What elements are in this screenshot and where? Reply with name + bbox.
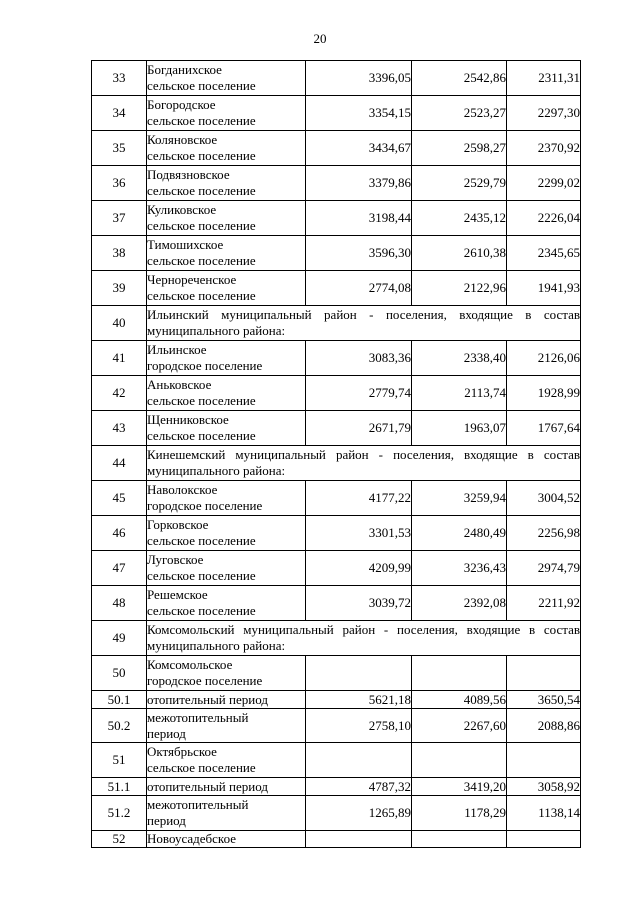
- value-v1: 4177,22: [306, 481, 412, 516]
- settlement-name-line: Комсомольское: [147, 657, 233, 672]
- table-row: [92, 96, 581, 131]
- value-v2: 2267,60: [412, 709, 507, 743]
- settlement-name-line: сельское поселение: [147, 288, 256, 303]
- row-number: 41: [92, 341, 147, 376]
- settlement-name: [147, 551, 306, 586]
- value-v2: 2435,12: [412, 201, 507, 236]
- settlement-name-line: сельское поселение: [147, 253, 256, 268]
- value-v3: 2345,65: [507, 236, 581, 271]
- table-row: [92, 166, 581, 201]
- value-v1: 3083,36: [306, 341, 412, 376]
- settlement-name-line: Новоусадебское: [147, 831, 236, 846]
- settlement-name-line: городское поселение: [147, 498, 263, 513]
- settlement-name-line: отопительный период: [147, 691, 268, 707]
- value-v1: 3039,72: [306, 586, 412, 621]
- value-v3: 1767,64: [507, 411, 581, 446]
- value-v1: 3434,67: [306, 131, 412, 166]
- table-row: [92, 131, 581, 166]
- value-v1: [306, 743, 412, 778]
- value-v2: 2542,86: [412, 61, 507, 96]
- table-row: [92, 778, 581, 796]
- settlement-name: [147, 271, 306, 306]
- value-v2: 2392,08: [412, 586, 507, 621]
- row-number: 50.1: [92, 691, 147, 709]
- value-v3: 2370,92: [507, 131, 581, 166]
- value-v1: 3198,44: [306, 201, 412, 236]
- table-row: [92, 656, 581, 691]
- row-number: 45: [92, 481, 147, 516]
- settlement-name: [147, 778, 306, 796]
- settlement-name-line: сельское поселение: [147, 568, 256, 583]
- settlement-name-line: сельское поселение: [147, 78, 256, 93]
- settlement-name-line: отопительный период: [147, 778, 268, 794]
- settlement-name: [147, 691, 306, 709]
- table-row: [92, 271, 581, 306]
- value-v2: 3236,43: [412, 551, 507, 586]
- value-v3: 2211,92: [507, 586, 581, 621]
- table-section-header-row: [92, 446, 581, 481]
- row-number: 46: [92, 516, 147, 551]
- page-number: 20: [313, 31, 327, 46]
- row-number: 39: [92, 271, 147, 306]
- settlement-name-line: Чернореченское: [147, 272, 237, 287]
- value-v3: 1941,93: [507, 271, 581, 306]
- settlement-name-line: период: [147, 813, 186, 828]
- table-row: [92, 551, 581, 586]
- value-v3: 3650,54: [507, 691, 581, 709]
- value-v1: 2779,74: [306, 376, 412, 411]
- table-row: [92, 376, 581, 411]
- value-v3: 2299,02: [507, 166, 581, 201]
- value-v1: 2758,10: [306, 709, 412, 743]
- value-v1: 3596,30: [306, 236, 412, 271]
- table-section-header-row: [92, 306, 581, 341]
- settlement-name-line: сельское поселение: [147, 428, 256, 443]
- table-row: [92, 743, 581, 778]
- row-number: 50.2: [92, 709, 147, 743]
- settlement-name-line: городское поселение: [147, 673, 263, 688]
- table-row: [92, 411, 581, 446]
- value-v3: 1928,99: [507, 376, 581, 411]
- settlement-name: [147, 411, 306, 446]
- row-number: 47: [92, 551, 147, 586]
- value-v2: [412, 656, 507, 691]
- value-v2: 2529,79: [412, 166, 507, 201]
- value-v2: 2122,96: [412, 271, 507, 306]
- row-number: 35: [92, 131, 147, 166]
- settlement-name-line: сельское поселение: [147, 218, 256, 233]
- settlement-name-line: период: [147, 725, 186, 741]
- value-v3: 3004,52: [507, 481, 581, 516]
- value-v1: 3396,05: [306, 61, 412, 96]
- settlement-name-line: Богородское: [147, 97, 216, 112]
- value-v2: 2523,27: [412, 96, 507, 131]
- value-v2: 3259,94: [412, 481, 507, 516]
- value-v2: 2480,49: [412, 516, 507, 551]
- settlement-name: [147, 796, 306, 831]
- settlement-name-line: Аньковское: [147, 377, 212, 392]
- value-v1: 3301,53: [306, 516, 412, 551]
- settlement-name-line: Щенниковское: [147, 412, 229, 427]
- district-header: Комсомольский муниципальный район - поселения, входящие в состав муниципального района:: [147, 621, 581, 656]
- table-row: [92, 709, 581, 743]
- row-number: 44: [92, 446, 147, 481]
- value-v2: 3419,20: [412, 778, 507, 796]
- settlement-name-line: Наволокское: [147, 482, 218, 497]
- settlement-name: [147, 481, 306, 516]
- value-v2: 2113,74: [412, 376, 507, 411]
- row-number: 36: [92, 166, 147, 201]
- settlement-name: [147, 166, 306, 201]
- table-row: [92, 796, 581, 831]
- row-number: 40: [92, 306, 147, 341]
- value-v3: [507, 743, 581, 778]
- table-row: [92, 61, 581, 96]
- settlement-name-line: Коляновское: [147, 132, 218, 147]
- district-header: Ильинский муниципальный район - поселения, входящие в состав муниципального района:: [147, 306, 581, 341]
- settlement-name-line: межотопительный: [147, 709, 249, 725]
- settlement-name: [147, 831, 306, 848]
- row-number: 37: [92, 201, 147, 236]
- value-v1: [306, 656, 412, 691]
- value-v3: [507, 831, 581, 848]
- settlement-name-line: межотопительный: [147, 797, 249, 812]
- row-number: 48: [92, 586, 147, 621]
- value-v2: 2598,27: [412, 131, 507, 166]
- row-number: 52: [92, 831, 147, 848]
- value-v2: 1178,29: [412, 796, 507, 831]
- table-row: [92, 586, 581, 621]
- value-v2: [412, 831, 507, 848]
- value-v3: 1138,14: [507, 796, 581, 831]
- settlement-name-line: Куликовское: [147, 202, 217, 217]
- table-row: [92, 831, 581, 848]
- value-v3: 2311,31: [507, 61, 581, 96]
- settlement-name: [147, 709, 306, 743]
- value-v1: 2774,08: [306, 271, 412, 306]
- settlement-name: [147, 96, 306, 131]
- row-number: 38: [92, 236, 147, 271]
- value-v1: 4209,99: [306, 551, 412, 586]
- row-number: 51.2: [92, 796, 147, 831]
- table-section-header-row: [92, 621, 581, 656]
- settlement-name-line: сельское поселение: [147, 760, 256, 775]
- value-v3: 2226,04: [507, 201, 581, 236]
- value-v3: [507, 656, 581, 691]
- row-number: 49: [92, 621, 147, 656]
- settlement-name-line: сельское поселение: [147, 393, 256, 408]
- settlement-name-line: Тимошихское: [147, 237, 224, 252]
- settlement-name-line: Горковское: [147, 517, 209, 532]
- settlement-name-line: сельское поселение: [147, 603, 256, 618]
- value-v3: 2088,86: [507, 709, 581, 743]
- value-v2: 2338,40: [412, 341, 507, 376]
- settlement-name-line: сельское поселение: [147, 533, 256, 548]
- settlement-name: [147, 743, 306, 778]
- table-row: [92, 481, 581, 516]
- row-number: 51: [92, 743, 147, 778]
- settlement-name: [147, 201, 306, 236]
- value-v2: 1963,07: [412, 411, 507, 446]
- settlement-name: [147, 61, 306, 96]
- value-v1: 5621,18: [306, 691, 412, 709]
- value-v3: 3058,92: [507, 778, 581, 796]
- settlement-name-line: сельское поселение: [147, 183, 256, 198]
- value-v1: 1265,89: [306, 796, 412, 831]
- settlement-name: [147, 516, 306, 551]
- settlement-name-line: Богданихское: [147, 62, 222, 77]
- value-v1: 3354,15: [306, 96, 412, 131]
- settlement-name-line: сельское поселение: [147, 148, 256, 163]
- value-v1: 2671,79: [306, 411, 412, 446]
- table-row: [92, 691, 581, 709]
- value-v1: [306, 831, 412, 848]
- settlement-name-line: городское поселение: [147, 358, 263, 373]
- table-row: [92, 201, 581, 236]
- tariff-table: [91, 60, 581, 848]
- value-v2: 2610,38: [412, 236, 507, 271]
- value-v3: 2256,98: [507, 516, 581, 551]
- settlement-name: [147, 236, 306, 271]
- settlement-name-line: Октябрьское: [147, 744, 217, 759]
- table-row: [92, 236, 581, 271]
- settlement-name: [147, 376, 306, 411]
- settlement-name-line: Решемское: [147, 587, 208, 602]
- value-v1: 4787,32: [306, 778, 412, 796]
- settlement-name-line: Подвязновское: [147, 167, 230, 182]
- value-v2: 4089,56: [412, 691, 507, 709]
- value-v3: 2297,30: [507, 96, 581, 131]
- settlement-name: [147, 586, 306, 621]
- value-v2: [412, 743, 507, 778]
- row-number: 33: [92, 61, 147, 96]
- row-number: 43: [92, 411, 147, 446]
- settlement-name-line: Луговское: [147, 552, 204, 567]
- table-row: [92, 341, 581, 376]
- value-v3: 2126,06: [507, 341, 581, 376]
- settlement-name: [147, 341, 306, 376]
- settlement-name: [147, 656, 306, 691]
- row-number: 50: [92, 656, 147, 691]
- settlement-name-line: сельское поселение: [147, 113, 256, 128]
- value-v1: 3379,86: [306, 166, 412, 201]
- district-header: Кинешемский муниципальный район - поселения, входящие в состав муниципального района:: [147, 446, 581, 481]
- value-v3: 2974,79: [507, 551, 581, 586]
- settlement-name: [147, 131, 306, 166]
- row-number: 51.1: [92, 778, 147, 796]
- row-number: 42: [92, 376, 147, 411]
- settlement-name-line: Ильинское: [147, 342, 207, 357]
- table-row: [92, 516, 581, 551]
- row-number: 34: [92, 96, 147, 131]
